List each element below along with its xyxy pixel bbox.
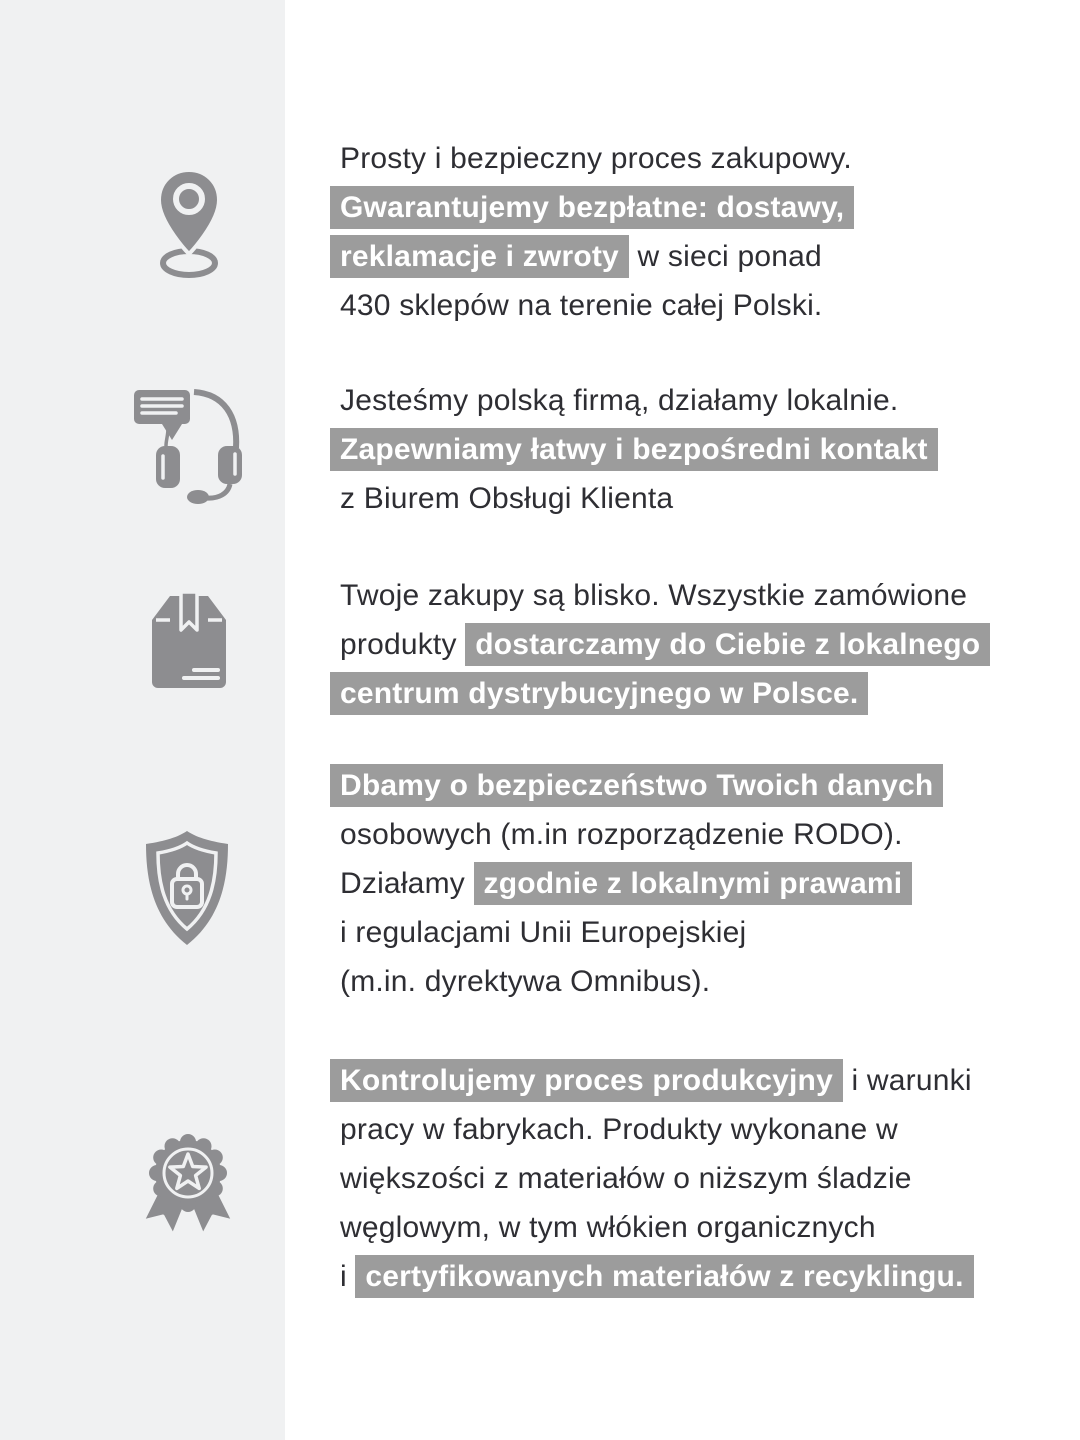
text-segment: w sieci ponad	[628, 240, 822, 273]
text-segment: (m.in. dyrektywa Omnibus).	[340, 965, 711, 998]
text-segment: Działamy	[340, 867, 474, 900]
text-line	[340, 669, 1050, 718]
headset-chat-icon	[132, 384, 242, 504]
text-line	[340, 1203, 1050, 1252]
text-line	[340, 957, 1050, 1006]
text-line	[340, 425, 1050, 474]
highlighted-text-segment: certyfikowanych materiałów z recyklingu.	[355, 1255, 973, 1298]
location-pin-icon	[148, 166, 230, 278]
text-line	[340, 232, 1050, 281]
text-segment: i regulacjami Unii Europejskiej	[340, 916, 747, 949]
text-line	[340, 376, 1050, 425]
text-line	[340, 571, 1050, 620]
text-line	[340, 859, 1050, 908]
text-block-production-control	[340, 1056, 1050, 1301]
text-segment: z Biurem Obsługi Klienta	[340, 482, 674, 515]
text-block-data-security	[340, 761, 1050, 1006]
text-segment: większości z materiałów o niższym śladzie	[340, 1162, 912, 1195]
award-badge-icon	[133, 1119, 243, 1241]
text-segment: pracy w fabrykach. Produkty wykonane w	[340, 1113, 898, 1146]
highlighted-text-segment: reklamacje i zwroty	[330, 235, 629, 278]
text-line	[340, 1154, 1050, 1203]
highlighted-text-segment: centrum dystrybucyjnego w Polsce.	[330, 672, 868, 715]
highlighted-text-segment: Zapewniamy łatwy i bezpośredni kontakt	[330, 428, 938, 471]
text-block-purchase-process	[340, 134, 1050, 330]
text-segment: osobowych (m.in rozporządzenie RODO).	[340, 818, 903, 851]
text-line	[340, 183, 1050, 232]
text-line	[340, 620, 1050, 669]
text-segment: 430 sklepów na terenie całej Polski.	[340, 289, 823, 322]
text-line	[340, 1105, 1050, 1154]
text-segment: Twoje zakupy są blisko. Wszystkie zamówione	[340, 579, 968, 612]
text-line	[340, 761, 1050, 810]
text-segment: Jesteśmy polską firmą, działamy lokalnie.	[340, 384, 899, 417]
text-line	[340, 1056, 1050, 1105]
highlighted-text-segment: zgodnie z lokalnymi prawami	[474, 862, 913, 905]
text-line	[340, 281, 1050, 330]
text-block-local-delivery	[340, 571, 1050, 718]
text-segment: i warunki	[842, 1064, 972, 1097]
highlighted-text-segment: Gwarantujemy bezpłatne: dostawy,	[330, 186, 854, 229]
highlighted-text-segment: Kontrolujemy proces produkcyjny	[330, 1059, 843, 1102]
text-line	[340, 908, 1050, 957]
text-segment: węglowym, w tym włókien organicznych	[340, 1211, 876, 1244]
highlighted-text-segment: dostarczamy do Ciebie z lokalnego	[465, 623, 990, 666]
text-segment: produkty	[340, 628, 466, 661]
text-line	[340, 1252, 1050, 1301]
text-block-local-contact	[340, 376, 1050, 523]
text-line	[340, 474, 1050, 523]
shield-lock-icon	[140, 827, 234, 951]
text-segment: i	[340, 1260, 356, 1293]
highlighted-text-segment: Dbamy o bezpieczeństwo Twoich danych	[330, 764, 943, 807]
package-icon	[146, 590, 232, 692]
text-line	[340, 810, 1050, 859]
text-segment: Prosty i bezpieczny proces zakupowy.	[340, 142, 852, 175]
text-line	[340, 134, 1050, 183]
